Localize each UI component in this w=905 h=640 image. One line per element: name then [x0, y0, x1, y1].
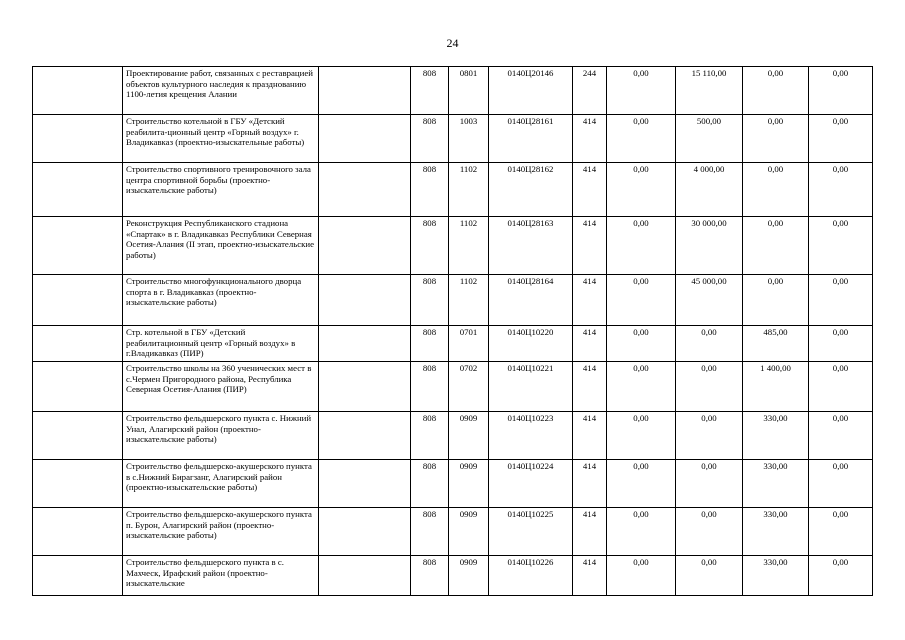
code-cell: 808 [411, 460, 449, 508]
value-cell: 330,00 [743, 556, 809, 596]
section-cell: 1003 [449, 115, 489, 163]
value-cell: 1 400,00 [743, 362, 809, 412]
empty-cell [319, 115, 411, 163]
expense-type-cell: 414 [573, 217, 607, 275]
value-cell: 0,00 [809, 67, 873, 115]
target-article-cell: 0140Ц10220 [489, 326, 573, 362]
target-article-cell: 0140Ц10221 [489, 362, 573, 412]
empty-cell [33, 362, 123, 412]
item-name-cell: Строительство фельдшерско-акушерского пункта п. Бурон, Алагирский район (проектно-изыскательские работы) [123, 508, 319, 556]
empty-cell [319, 67, 411, 115]
value-cell: 30 000,00 [676, 217, 743, 275]
value-cell: 0,00 [676, 326, 743, 362]
value-cell: 0,00 [743, 163, 809, 217]
value-cell: 485,00 [743, 326, 809, 362]
code-cell: 808 [411, 556, 449, 596]
item-name-cell: Строительство многофункционального дворца спорта в г. Владикавказ (проектно-изыскательские работы) [123, 275, 319, 326]
page-number: 24 [446, 36, 459, 50]
value-cell: 0,00 [676, 556, 743, 596]
table-row [33, 460, 873, 508]
value-cell: 0,00 [676, 460, 743, 508]
table-row [33, 508, 873, 556]
empty-cell [319, 217, 411, 275]
expense-type-cell: 414 [573, 163, 607, 217]
value-cell: 0,00 [607, 275, 676, 326]
value-cell: 0,00 [607, 217, 676, 275]
section-cell: 0909 [449, 556, 489, 596]
value-cell: 0,00 [743, 115, 809, 163]
code-cell: 808 [411, 217, 449, 275]
item-name-cell: Строительство котельной в ГБУ «Детский реабилита-ционный центр «Горный воздух» г. Владикавказ (проектно-изыскательные работы) [123, 115, 319, 163]
target-article-cell: 0140Ц10224 [489, 460, 573, 508]
section-cell: 0909 [449, 412, 489, 460]
expense-type-cell: 414 [573, 275, 607, 326]
section-cell: 1102 [449, 217, 489, 275]
value-cell: 0,00 [676, 362, 743, 412]
table-row [33, 275, 873, 326]
value-cell: 45 000,00 [676, 275, 743, 326]
value-cell: 0,00 [607, 412, 676, 460]
value-cell: 0,00 [809, 412, 873, 460]
section-cell: 0702 [449, 362, 489, 412]
item-name-cell: Строительство фельдшерского пункта в с. Махческ, Ирафский район (проектно-изыскательские [123, 556, 319, 596]
target-article-cell: 0140Ц20146 [489, 67, 573, 115]
code-cell: 808 [411, 508, 449, 556]
target-article-cell: 0140Ц10225 [489, 508, 573, 556]
table-row [33, 163, 873, 217]
value-cell: 0,00 [607, 460, 676, 508]
empty-cell [319, 362, 411, 412]
value-cell: 0,00 [607, 556, 676, 596]
item-name-cell: Строительство школы на 360 ученических мест в с.Чермен Пригородного района, Республика Северная Осетия-Алания (ПИР) [123, 362, 319, 412]
expense-type-cell: 414 [573, 412, 607, 460]
table-body [33, 67, 873, 596]
value-cell: 0,00 [607, 163, 676, 217]
value-cell: 330,00 [743, 460, 809, 508]
value-cell: 4 000,00 [676, 163, 743, 217]
item-name-cell: Строительство спортивного тренировочного зала центра спортивной борьбы (проектно-изыскательские работы) [123, 163, 319, 217]
value-cell: 0,00 [809, 460, 873, 508]
expense-type-cell: 414 [573, 326, 607, 362]
value-cell: 0,00 [676, 508, 743, 556]
empty-cell [33, 163, 123, 217]
value-cell: 0,00 [676, 412, 743, 460]
table-row [33, 362, 873, 412]
target-article-cell: 0140Ц10226 [489, 556, 573, 596]
value-cell: 0,00 [607, 326, 676, 362]
item-name-cell: Строительство фельдшерского пункта с. Нижний Унал, Алагирский район (проектно-изыскательские работы) [123, 412, 319, 460]
code-cell: 808 [411, 275, 449, 326]
empty-cell [319, 460, 411, 508]
section-cell: 0909 [449, 460, 489, 508]
empty-cell [33, 460, 123, 508]
empty-cell [319, 326, 411, 362]
expense-type-cell: 414 [573, 460, 607, 508]
code-cell: 808 [411, 362, 449, 412]
empty-cell [33, 115, 123, 163]
section-cell: 0701 [449, 326, 489, 362]
empty-cell [319, 556, 411, 596]
expense-type-cell: 414 [573, 115, 607, 163]
section-cell: 0801 [449, 67, 489, 115]
expense-type-cell: 244 [573, 67, 607, 115]
section-cell: 1102 [449, 275, 489, 326]
value-cell: 0,00 [809, 275, 873, 326]
item-name-cell: Строительство фельдшерско-акушерского пункта в с.Нижний Бирагзанг, Алагирский район (проектно-изыскательские работы) [123, 460, 319, 508]
value-cell: 0,00 [809, 217, 873, 275]
item-name-cell: Стр. котельной в ГБУ «Детский реабилитационный центр «Горный воздух» в г.Владикавказ (ПИР) [123, 326, 319, 362]
value-cell: 15 110,00 [676, 67, 743, 115]
table-row [33, 412, 873, 460]
value-cell: 0,00 [809, 556, 873, 596]
table-row [33, 115, 873, 163]
empty-cell [319, 275, 411, 326]
value-cell: 0,00 [607, 508, 676, 556]
item-name-cell: Проектирование работ, связанных с реставрацией объектов культурного наследия к празднованию 1100-летия крещения Алании [123, 67, 319, 115]
value-cell: 0,00 [743, 275, 809, 326]
expense-type-cell: 414 [573, 556, 607, 596]
table-row [33, 556, 873, 596]
code-cell: 808 [411, 326, 449, 362]
value-cell: 0,00 [809, 508, 873, 556]
value-cell: 0,00 [743, 217, 809, 275]
section-cell: 1102 [449, 163, 489, 217]
empty-cell [33, 412, 123, 460]
empty-cell [33, 508, 123, 556]
empty-cell [33, 67, 123, 115]
empty-cell [319, 163, 411, 217]
expense-type-cell: 414 [573, 362, 607, 412]
value-cell: 330,00 [743, 412, 809, 460]
target-article-cell: 0140Ц28161 [489, 115, 573, 163]
table-row [33, 217, 873, 275]
code-cell: 808 [411, 115, 449, 163]
section-cell: 0909 [449, 508, 489, 556]
target-article-cell: 0140Ц28164 [489, 275, 573, 326]
item-name-cell: Реконструкция Республиканского стадиона «Спартак» в г. Владикавказ Республики Северная Осетия-Алания (II этап, проектно-изыскательские работы) [123, 217, 319, 275]
value-cell: 0,00 [607, 115, 676, 163]
empty-cell [33, 326, 123, 362]
value-cell: 0,00 [809, 326, 873, 362]
value-cell: 0,00 [809, 362, 873, 412]
expense-type-cell: 414 [573, 508, 607, 556]
target-article-cell: 0140Ц28162 [489, 163, 573, 217]
value-cell: 0,00 [809, 163, 873, 217]
empty-cell [319, 412, 411, 460]
empty-cell [33, 217, 123, 275]
value-cell: 0,00 [743, 67, 809, 115]
value-cell: 500,00 [676, 115, 743, 163]
value-cell: 0,00 [607, 67, 676, 115]
empty-cell [33, 275, 123, 326]
table-row [33, 67, 873, 115]
empty-cell [33, 556, 123, 596]
code-cell: 808 [411, 163, 449, 217]
target-article-cell: 0140Ц28163 [489, 217, 573, 275]
code-cell: 808 [411, 67, 449, 115]
budget-table [32, 66, 873, 596]
value-cell: 0,00 [607, 362, 676, 412]
value-cell: 0,00 [809, 115, 873, 163]
empty-cell [319, 508, 411, 556]
table-row [33, 326, 873, 362]
value-cell: 330,00 [743, 508, 809, 556]
target-article-cell: 0140Ц10223 [489, 412, 573, 460]
code-cell: 808 [411, 412, 449, 460]
